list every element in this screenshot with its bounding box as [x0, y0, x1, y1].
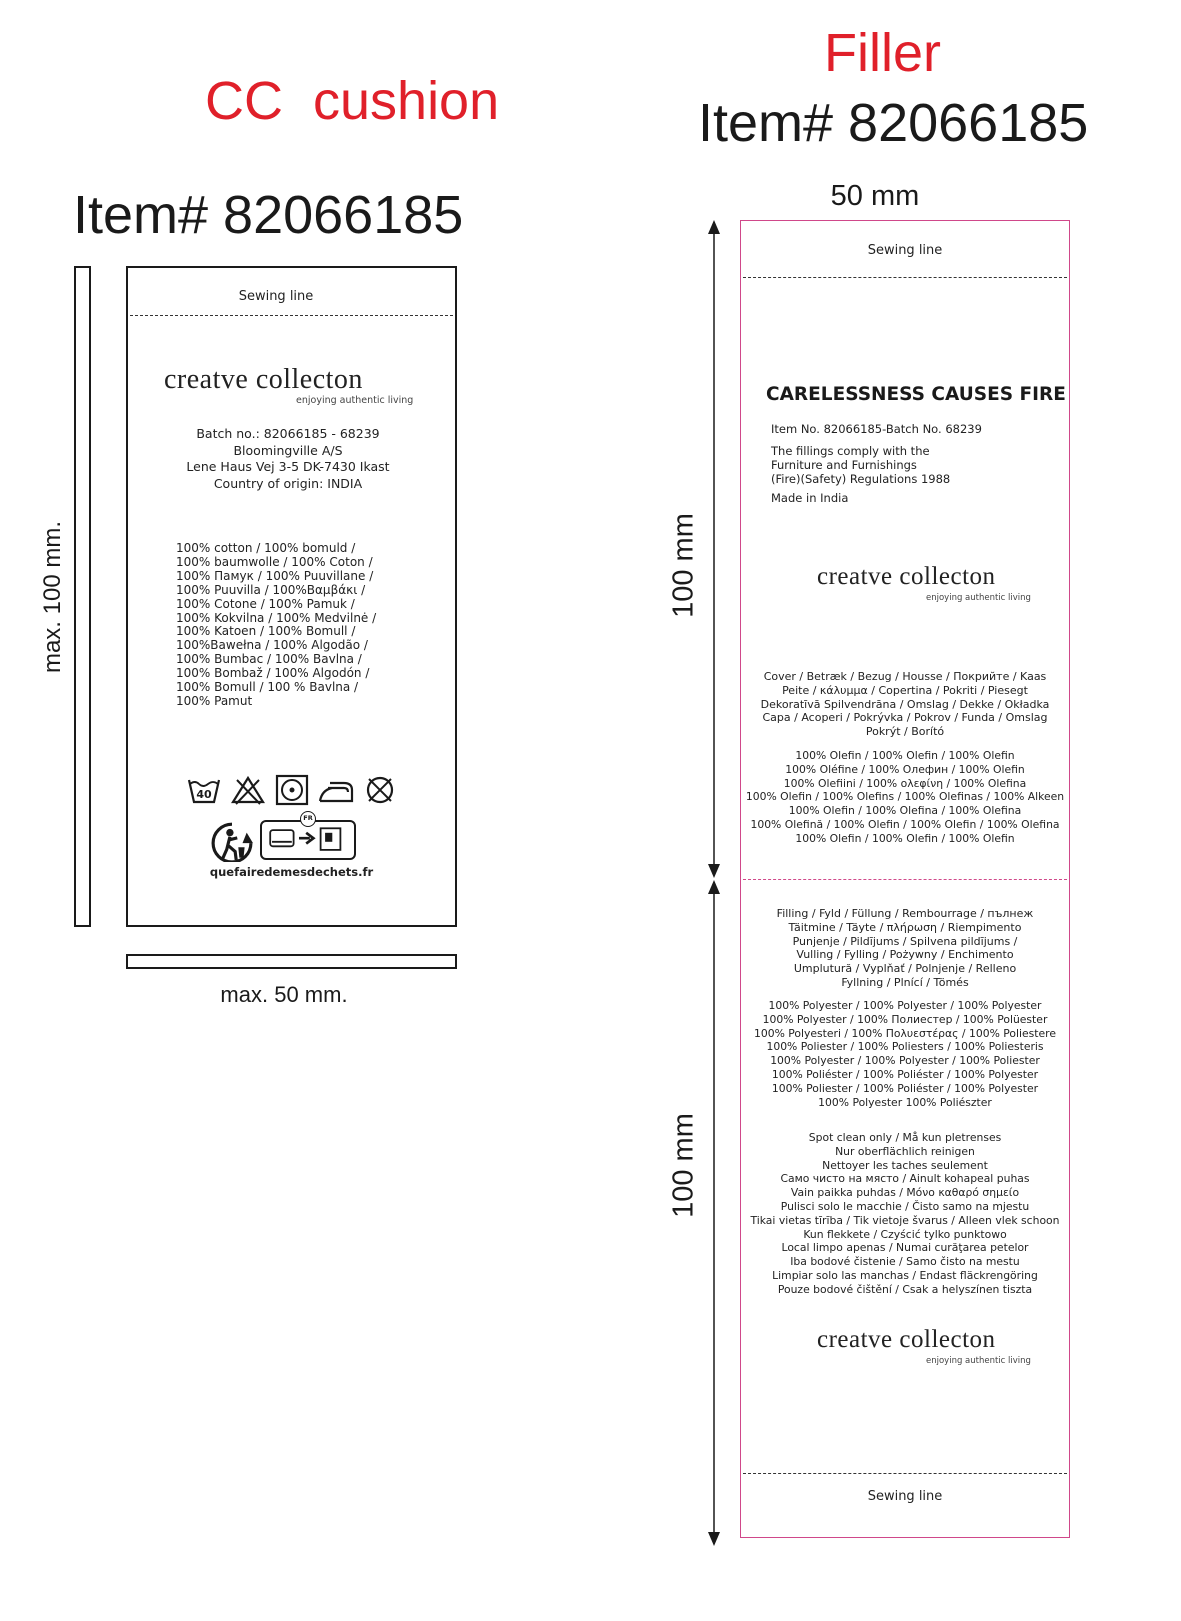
right-filler-label [740, 220, 1070, 1538]
composition-line: 100% baumwolle / 100% Coton / [176, 554, 373, 569]
right-width-label: 50 mm [830, 180, 920, 212]
care-line: Spot clean only / Må kun pletrenses [808, 1131, 1002, 1144]
right-sewing-dash-bottom [743, 1473, 1067, 1474]
filling-line: Punjenje / Pildījums / Spilvena pildījums / [792, 934, 1018, 948]
composition-line: 100% Bumbac / 100% Bavlna / [176, 652, 362, 667]
right-brand-top: creatve collecton [817, 563, 996, 590]
right-brand-tagline-top: enjoying authentic living [926, 593, 1031, 603]
svg-text:40: 40 [196, 788, 212, 801]
triman-recycle-icon [208, 820, 256, 862]
polyester-line: 100% Poliester / 100% Poliéster / 100% Polyester [771, 1081, 1039, 1095]
address-line: Lene Haus Vej 3-5 DK-7430 Ikast [186, 459, 390, 474]
left-care-label [126, 266, 457, 927]
composition-line: 100%Bawełna / 100% Algodão / [176, 638, 368, 653]
olefin-line: 100% Olefin / 100% Olefin / 100% Olefin [795, 749, 1015, 762]
olefin-line: 100% Olefin / 100% Olefin / 100% Olefin [795, 831, 1015, 845]
composition-line: 100% Kokvilna / 100% Medvilnė / [176, 610, 377, 625]
polyester-line: 100% Polyester / 100% Полиестер / 100% Polüester [762, 1012, 1048, 1026]
left-width-label: max. 50 mm. [220, 982, 348, 1007]
height-dimension-arrows [699, 218, 729, 1548]
polyester-line: 100% Polyesteri / 100% Πολυεστέρας / 100% Poliestere [753, 1026, 1056, 1040]
fillings-compliance [771, 444, 950, 486]
compliance-line: (Fire)(Safety) Regulations 1988 [771, 472, 951, 486]
fold-line [743, 879, 1067, 880]
composition-line: 100% Cotone / 100% Pamuk / [176, 596, 355, 611]
olefin-line: 100% Olefiini / 100% ολεφίνη / 100% Olefina [783, 776, 1027, 790]
care-line: Nur oberflächlich reinigen [835, 1144, 975, 1158]
left-brand-tagline: enjoying authentic living [296, 395, 414, 406]
cover-line: Cover / Betræk / Bezug / Housse / Покрийте / Kaas [763, 670, 1047, 683]
care-line: Local limpo apenas / Numai curăţarea petelor [781, 1241, 1029, 1255]
left-height-label: max. 100 mm. [39, 520, 66, 674]
composition-line: 100% cotton / 100% bomuld / [176, 541, 356, 555]
left-item-number: Item# 82066185 [73, 185, 464, 245]
address-line: Batch no.: 82066185 - 68239 [196, 426, 380, 441]
filling-line: Vulling / Fylling / Pożywny / Enchimento [796, 948, 1014, 962]
filling-translations [741, 907, 1069, 990]
left-bottom-strip [126, 954, 457, 969]
right-item-number: Item# 82066185 [698, 93, 1089, 153]
right-sewing-line-top: Sewing line [867, 243, 943, 258]
right-bottom-height-label: 100 mm [667, 1113, 700, 1218]
cover-line: Dekoratīvā Spilvendrāna / Omslag / Dekke / Okładka [760, 697, 1050, 711]
left-title: CC cushion [205, 71, 500, 131]
care-line: Само чисто на място / Ainult kohapeal puhas [780, 1172, 1030, 1186]
polyester-line: 100% Polyester / 100% Polyester / 100% Polyester [768, 999, 1042, 1012]
do-not-bleach-icon [230, 774, 266, 806]
care-line: Vain paikka puhdas / Μόνο καθαρό σημείο [790, 1186, 1020, 1200]
left-sewing-line: Sewing line [238, 289, 314, 304]
polyester-line: 100% Poliéster / 100% Poliéster / 100% Polyester [771, 1067, 1039, 1081]
composition-line: 100% Bombaž / 100% Algodón / [176, 666, 370, 681]
polyester-line: 100% Polyester 100% Poliészter [818, 1095, 992, 1109]
cover-line: Peite / κάλυμμα / Copertina / Pokriti / Piesegt [782, 683, 1028, 697]
tumble-dry-icon [274, 774, 310, 806]
olefin-line: 100% Olefin / 100% Olefins / 100% Olefinas / 100% Alkeen [745, 790, 1065, 804]
do-not-dry-clean-icon [362, 774, 398, 806]
olefin-line: 100% Olefină / 100% Olefin / 100% Olefin / 100% Olefina [750, 817, 1060, 831]
right-item-batch: Item No. 82066185-Batch No. 68239 [771, 422, 982, 436]
filling-line: Fyllning / Plnící / Tömés [841, 975, 969, 989]
made-in: Made in India [771, 491, 849, 505]
care-instructions [741, 1131, 1069, 1297]
cover-line: Capa / Acoperi / Pokrývka / Pokrov / Funda / Omslag [762, 711, 1048, 725]
care-icons-row [186, 774, 398, 806]
olefin-line: 100% Olefin / 100% Olefina / 100% Olefina [788, 804, 1022, 818]
compliance-line: The fillings comply with the [771, 444, 930, 458]
composition-line: 100% Pamut [176, 693, 253, 708]
care-line: Pulisci solo le macchie / Čisto samo na mjestu [780, 1199, 1030, 1213]
composition-line: 100% Katoen / 100% Bomull / [176, 624, 356, 639]
left-brand: creatve collecton [164, 364, 363, 395]
composition-line: 100% Памук / 100% Puuvillane / [176, 568, 374, 583]
left-composition-block [176, 542, 376, 709]
wash-40-icon [186, 774, 222, 806]
left-address-block [148, 426, 428, 492]
textile-to-container-icon [262, 822, 354, 858]
right-sewing-line-bottom: Sewing line [867, 1489, 943, 1504]
care-line: Nettoyer les taches seulement [822, 1158, 988, 1172]
olefin-composition [741, 749, 1069, 846]
polyester-composition [741, 999, 1069, 1109]
right-brand-tagline-bottom: enjoying authentic living [926, 1356, 1031, 1366]
cover-line: Pokrýt / Borító [865, 725, 945, 739]
cover-translations [741, 670, 1069, 739]
right-top-height-label: 100 mm [667, 513, 700, 618]
composition-line: 100% Puuvilla / 100%Βαμβάκι / [176, 582, 366, 597]
iron-icon [318, 774, 354, 806]
care-line: Iba bodové čistenie / Samo čisto na mestu [790, 1255, 1020, 1269]
filling-line: Filling / Fyld / Füllung / Rembourrage / пълнеж [776, 907, 1034, 920]
olefin-line: 100% Oléfine / 100% Олефин / 100% Olefin [785, 762, 1025, 776]
care-line: Pouze bodové čištění / Csak a helyszínen tiszta [777, 1282, 1033, 1296]
fire-warning: CARELESSNESS CAUSES FIRE [766, 384, 1066, 405]
right-title: Filler [824, 23, 941, 83]
care-line: Limpiar solo las manchas / Endast fläckrengöring [772, 1268, 1038, 1282]
polyester-line: 100% Poliester / 100% Poliesters / 100% Poliesteris [766, 1040, 1044, 1054]
address-line: Country of origin: INDIA [213, 475, 363, 491]
left-side-strip [74, 266, 91, 927]
polyester-line: 100% Polyester / 100% Polyester / 100% Poliester [770, 1054, 1040, 1068]
left-website: quefairedemesdechets.fr [209, 865, 374, 879]
care-line: Kun flekkete / Czyścić tylko punktowo [803, 1227, 1007, 1241]
left-sewing-dash [130, 315, 453, 316]
care-line: Tikai vietas tīrība / Tik vietoje švarus / Alleen vlek schoon [750, 1213, 1060, 1227]
address-line: Bloomingville A/S [233, 442, 343, 458]
composition-line: 100% Bomull / 100 % Bavlna / [176, 680, 359, 695]
compliance-line: Furniture and Furnishings [771, 458, 917, 472]
right-sewing-dash-top [743, 277, 1067, 278]
filling-line: Täitmine / Täyte / πλήρωση / Riempimento [788, 920, 1022, 934]
triman-fr-badge: FR [300, 811, 316, 827]
filling-line: Umplutură / Vyplňať / Polnjenje / Relleno [793, 962, 1017, 976]
right-brand-bottom: creatve collecton [817, 1326, 996, 1353]
